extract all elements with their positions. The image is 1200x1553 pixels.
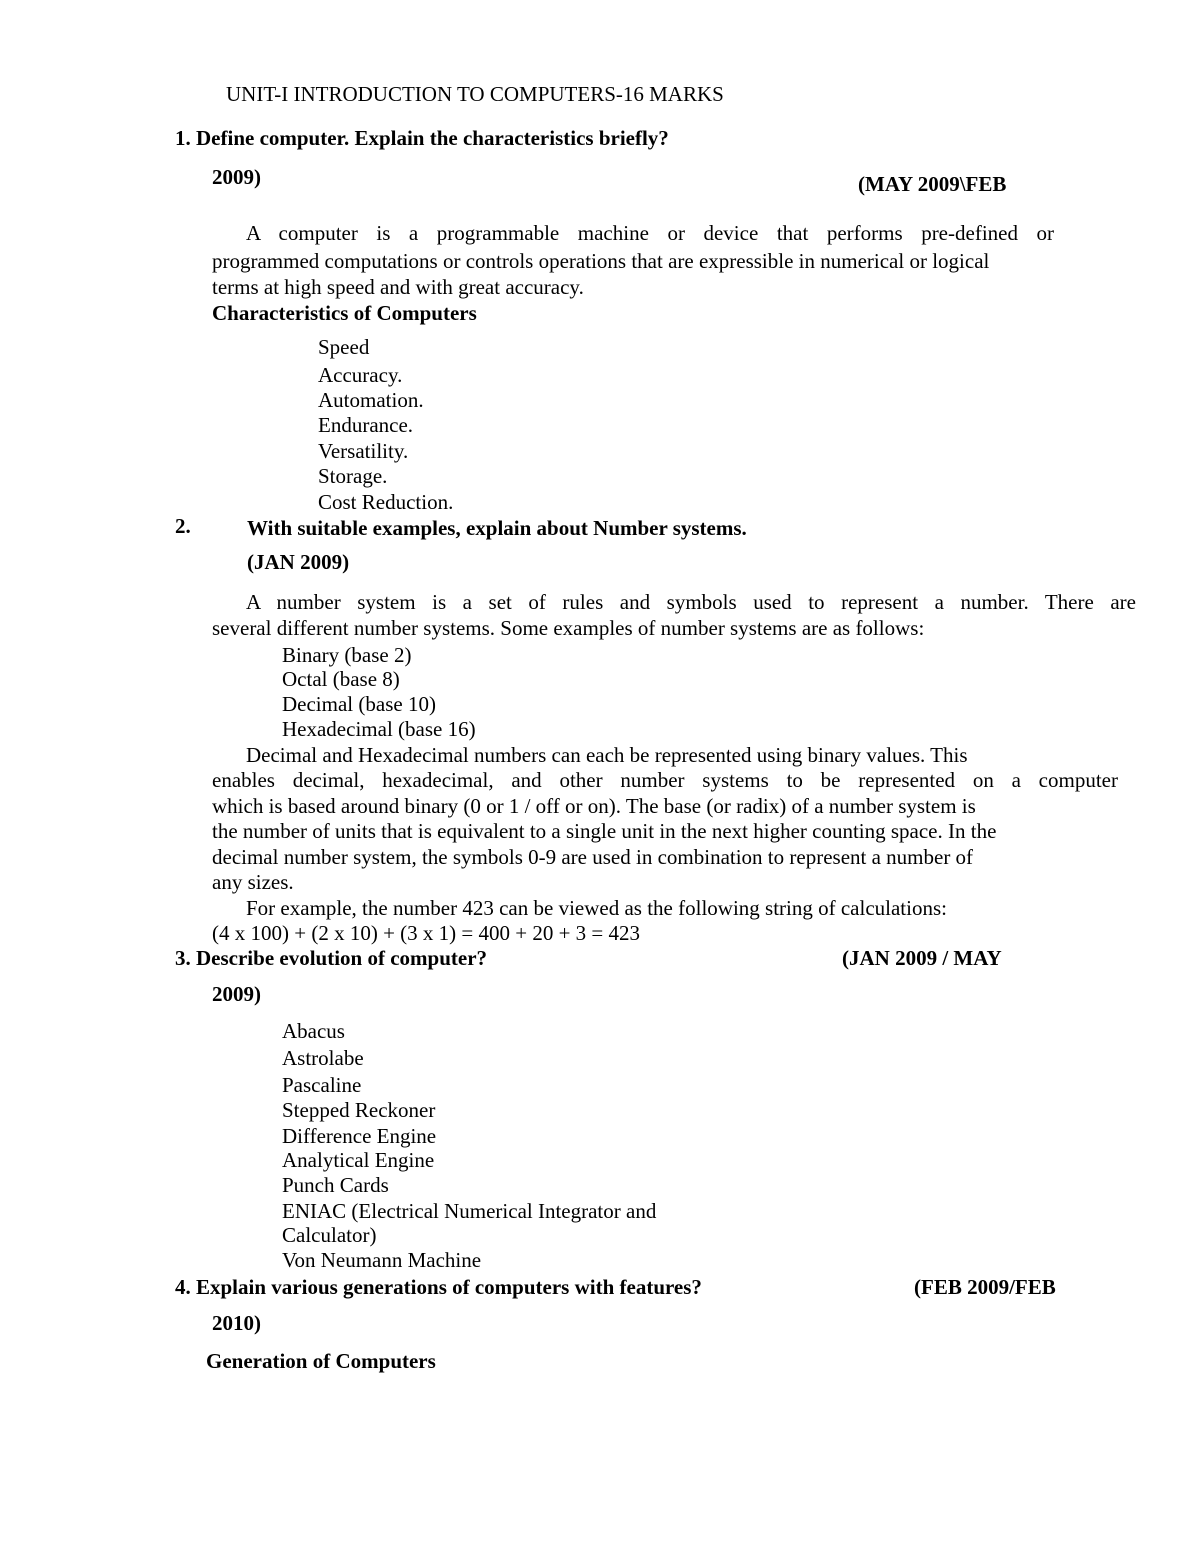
list-item: Analytical Engine (282, 1148, 435, 1172)
question-3-year: 2009) (212, 982, 261, 1006)
question-2-exam-tag: (JAN 2009) (247, 550, 350, 574)
list-item: Pascaline (282, 1073, 362, 1097)
question-2-body-line: decimal number system, the symbols 0-9 are used in combination to represent a number of (212, 845, 974, 869)
question-1-heading: 1. Define computer. Explain the characteristics briefly? (175, 126, 669, 150)
question-2-body-line: For example, the number 423 can be viewed as the following string of calculations: (246, 896, 947, 920)
list-item: Automation. (318, 388, 424, 412)
question-2-body-line: enables decimal, hexadecimal, and other number systems to be represented on a computer (212, 768, 1118, 792)
list-item: Stepped Reckoner (282, 1098, 436, 1122)
list-item: Binary (base 2) (282, 643, 412, 667)
question-2-heading: With suitable examples, explain about Number systems. (247, 516, 747, 540)
list-item: Hexadecimal (base 16) (282, 717, 476, 741)
question-3-exam-tag: (JAN 2009 / MAY (842, 946, 1002, 970)
characteristics-heading: Characteristics of Computers (212, 301, 477, 325)
list-item: Von Neumann Machine (282, 1248, 482, 1272)
question-4-exam-tag: (FEB 2009/FEB (914, 1275, 1056, 1299)
list-item: Difference Engine (282, 1124, 437, 1148)
question-1-exam-tag: (MAY 2009\FEB (858, 172, 1007, 196)
list-item: ENIAC (Electrical Numerical Integrator and (282, 1199, 657, 1223)
list-item: Calculator) (282, 1223, 377, 1247)
question-2-equation: (4 x 100) + (2 x 10) + (3 x 1) = 400 + 20 + 3 = 423 (212, 921, 641, 945)
question-1-year: 2009) (212, 165, 261, 189)
list-item: Punch Cards (282, 1173, 389, 1197)
question-2-intro-line: several different number systems. Some examples of number systems are as follows: (212, 616, 925, 640)
list-item: Versatility. (318, 439, 409, 463)
list-item: Abacus (282, 1019, 345, 1043)
question-2-number: 2. (175, 514, 191, 538)
question-4-heading: 4. Explain various generations of computers with features? (175, 1275, 702, 1299)
question-2-body-line: the number of units that is equivalent to a single unit in the next higher counting space. In the (212, 819, 997, 843)
list-item: Cost Reduction. (318, 490, 454, 514)
generation-heading: Generation of Computers (206, 1349, 436, 1373)
list-item: Decimal (base 10) (282, 692, 436, 716)
question-3-heading: 3. Describe evolution of computer? (175, 946, 488, 970)
question-2-body-line: any sizes. (212, 870, 294, 894)
question-1-answer-line: programmed computations or controls operations that are expressible in numerical or logical (212, 249, 990, 273)
list-item: Octal (base 8) (282, 667, 400, 691)
list-item: Endurance. (318, 413, 414, 437)
list-item: Accuracy. (318, 363, 403, 387)
question-2-body-line: which is based around binary (0 or 1 / off or on). The base (or radix) of a number system is (212, 794, 976, 818)
question-1-answer-line: terms at high speed and with great accuracy. (212, 275, 584, 299)
question-2-intro-line: A number system is a set of rules and symbols used to represent a number. There are (246, 590, 1136, 614)
list-item: Storage. (318, 464, 388, 488)
question-1-answer-line: A computer is a programmable machine or device that performs pre-defined or (246, 221, 1054, 245)
question-4-year: 2010) (212, 1311, 261, 1335)
question-2-body-line: Decimal and Hexadecimal numbers can each be represented using binary values. This (246, 743, 968, 767)
page-title: UNIT-I INTRODUCTION TO COMPUTERS-16 MARKS (226, 82, 724, 106)
list-item: Astrolabe (282, 1046, 364, 1070)
list-item: Speed (318, 335, 370, 359)
